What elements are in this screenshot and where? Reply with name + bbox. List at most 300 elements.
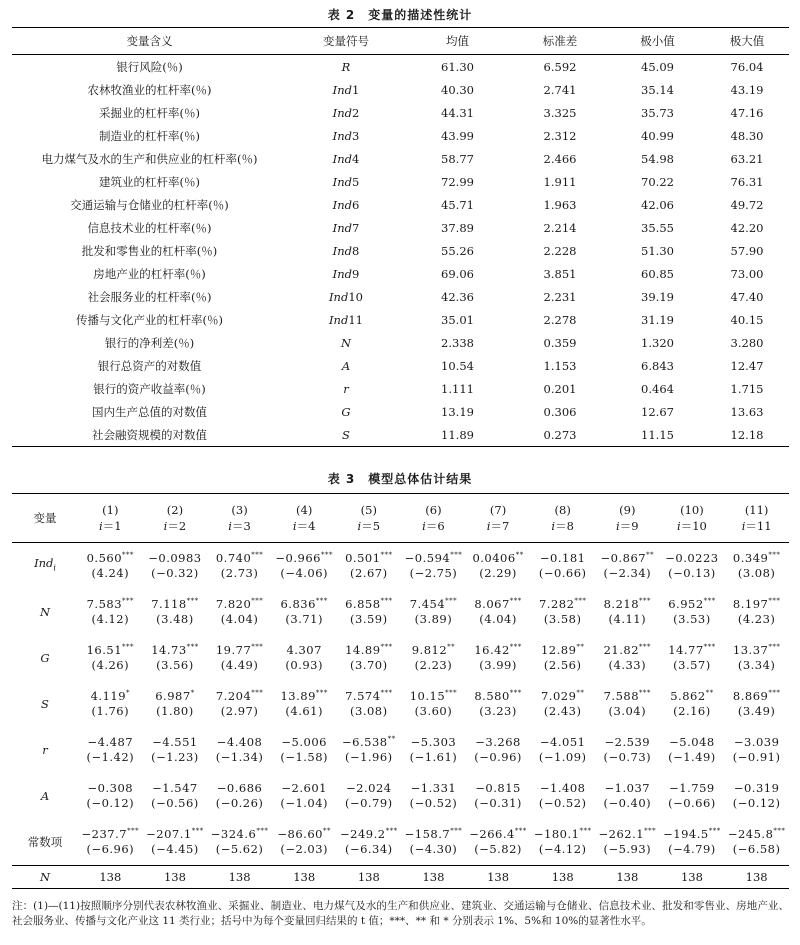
t-value: (4.12) — [91, 612, 130, 626]
significance-stars: *** — [514, 827, 527, 835]
table2-row — [12, 400, 789, 423]
min-cell: 54.98 — [641, 151, 674, 166]
max-cell: 43.19 — [730, 82, 764, 97]
variable-symbol-letters: Ind — [329, 289, 349, 304]
t-value: (−6.34) — [344, 842, 393, 856]
symbol-cell — [287, 78, 405, 101]
table2-row — [12, 285, 789, 308]
variable-symbol-letters: Ind — [329, 312, 349, 327]
coef-cell — [272, 727, 337, 773]
coef-cell — [724, 773, 789, 819]
model-number: (7) — [489, 503, 507, 517]
coefficient — [143, 643, 208, 658]
table3-row — [12, 589, 789, 635]
min-cell: 11.15 — [610, 423, 705, 447]
t-value: (3.08) — [350, 704, 388, 718]
variable-symbol-letters: Ind — [332, 128, 352, 143]
significance-stars: *** — [703, 597, 716, 605]
variable-symbol-letters: S — [342, 427, 350, 442]
coefficient — [595, 597, 660, 612]
coefficient — [660, 597, 725, 612]
model-equation — [660, 518, 725, 534]
coefficient — [337, 551, 402, 566]
std-cell: 2.228 — [543, 243, 577, 258]
variable-symbol-letters: Ind — [332, 82, 352, 97]
t-value: (−4.06) — [280, 566, 329, 580]
t-value: (−0.66) — [538, 566, 587, 580]
header-model-9 — [595, 494, 660, 543]
coefficient — [337, 597, 402, 612]
t-value: (4.24) — [91, 566, 130, 580]
variable-symbol — [329, 313, 363, 327]
t-value: (−0.40) — [603, 796, 652, 810]
coef-value: −3.268 — [475, 735, 521, 749]
std-cell: 2.741 — [543, 82, 577, 97]
symbol-cell — [287, 400, 405, 423]
coefficient — [530, 781, 595, 796]
coef-value: 6.952 — [668, 597, 704, 611]
eq-var: i — [163, 519, 168, 533]
variable-symbol-letters: N — [340, 335, 352, 350]
coefficient — [466, 689, 531, 704]
coefficient — [143, 551, 208, 566]
meaning-cell: 银行风险(％) — [116, 59, 183, 74]
coef-cell — [466, 589, 531, 635]
meaning-cell: 批发和零售业的杠杆率(％) — [81, 243, 218, 258]
t-value: (−2.34) — [603, 566, 652, 580]
model-equation — [724, 518, 789, 534]
meaning-cell: 建筑业的杠杆率(％) — [99, 174, 200, 189]
significance-stars: ** — [515, 551, 524, 559]
t-value: (−1.61) — [409, 750, 458, 764]
mean-cell: 37.89 — [441, 220, 474, 235]
mean-cell: 45.71 — [441, 197, 474, 212]
coefficient — [207, 827, 272, 842]
t-value: (4.49) — [220, 658, 259, 672]
t-value: (2.23) — [414, 658, 453, 672]
coefficient — [207, 551, 272, 566]
significance-stars: *** — [320, 551, 333, 559]
eq-var: i — [486, 519, 491, 533]
n-value-cell: 138 — [595, 866, 660, 889]
header-model-3 — [207, 494, 272, 543]
coefficient — [78, 827, 143, 842]
t-value: (4.61) — [285, 704, 323, 718]
coef-value: 8.197 — [732, 597, 769, 611]
meaning-cell: 电力煤气及水的生产和供应业的杠杆率(％) — [41, 151, 258, 166]
table-note: 注：(1)—(11)按照顺序分别代表农林牧渔业、采掘业、制造业、电力煤气及水的生产和供应业、建筑业、交通运输与仓储业、信息技术业、批发和零售业、房地产业、社会服务业、传播与文化产业这 11 类行业；括号中为每个变量回归结果的 t 值；***、** 和 * 分别表示 1%、5%和 10%的显著性水平。 — [12, 900, 789, 927]
coef-cell — [530, 543, 595, 590]
coefficient — [272, 689, 337, 704]
t-value: (−0.32) — [151, 566, 199, 580]
table2-row — [12, 377, 789, 400]
variable-symbol-index: 11 — [348, 312, 363, 327]
significance-stars: *** — [191, 827, 204, 835]
table2-row — [12, 147, 789, 170]
t-value: (3.08) — [737, 566, 776, 580]
coef-value: 13.37 — [732, 643, 769, 657]
header-model-1 — [78, 494, 143, 543]
coefficient — [401, 597, 466, 612]
coef-value: −0.815 — [475, 781, 521, 795]
mean-cell: 69.06 — [441, 266, 474, 281]
coef-cell — [660, 543, 725, 590]
coef-cell — [595, 589, 660, 635]
header-model-8 — [530, 494, 595, 543]
coef-cell — [143, 819, 208, 866]
t-value: (−0.12) — [86, 796, 135, 810]
coef-value: −1.408 — [539, 781, 586, 795]
eq-val: ＝7 — [490, 519, 510, 533]
t-value: (0.93) — [285, 658, 323, 672]
coef-value: 16.51 — [86, 643, 123, 657]
symbol-cell — [287, 124, 405, 147]
header-model-6 — [401, 494, 466, 543]
table2-row — [12, 78, 789, 101]
coefficient — [595, 643, 660, 658]
t-value: (3.60) — [414, 704, 453, 718]
t-value: (−6.96) — [86, 842, 135, 856]
significance-stars: ** — [705, 689, 714, 697]
coefficient — [78, 781, 143, 796]
coef-value: 7.574 — [345, 689, 381, 703]
model-number: (5) — [360, 503, 377, 517]
var-ind-sub: i — [53, 563, 56, 573]
std-cell: 2.466 — [543, 151, 577, 166]
t-value: (1.80) — [156, 704, 194, 718]
header-variable: 变量 — [12, 494, 78, 543]
t-value: (3.57) — [673, 658, 711, 672]
min-cell: 42.06 — [641, 197, 674, 212]
variable-symbol-index: 7 — [351, 220, 360, 235]
coef-cell — [660, 681, 725, 727]
model-number: (11) — [744, 503, 769, 517]
coef-value: 5.862 — [670, 689, 706, 703]
coef-cell — [207, 819, 272, 866]
std-cell: 1.911 — [543, 174, 577, 189]
header-model-2 — [143, 494, 208, 543]
coef-cell — [207, 635, 272, 681]
variable-symbol-letters: A — [341, 358, 351, 373]
coefficient — [595, 551, 660, 566]
coef-value: −237.7 — [81, 827, 128, 841]
coef-cell — [401, 635, 466, 681]
t-value: (−0.26) — [215, 796, 264, 810]
header-min: 极小值 — [610, 28, 705, 55]
variable-label-cell — [12, 773, 78, 819]
significance-stars: *** — [315, 597, 328, 605]
coefficient — [466, 735, 531, 750]
table2-row — [12, 354, 789, 377]
t-value: (2.67) — [350, 566, 388, 580]
coefficient — [724, 781, 789, 796]
table3-row — [12, 681, 789, 727]
coef-value: 14.73 — [151, 643, 187, 657]
header-max: 极大值 — [705, 28, 789, 55]
std-cell: 0.306 — [543, 404, 577, 419]
significance-stars: *** — [186, 643, 199, 651]
coefficient — [337, 735, 402, 750]
coef-value: −4.408 — [216, 735, 263, 749]
coef-value: 0.740 — [215, 551, 252, 565]
model-equation — [595, 518, 660, 534]
coef-cell — [724, 681, 789, 727]
coef-cell — [595, 681, 660, 727]
coef-value: −3.039 — [733, 735, 780, 749]
mean-cell: 72.99 — [441, 174, 474, 189]
mean-cell: 44.31 — [441, 105, 474, 120]
max-cell: 57.90 — [730, 243, 764, 258]
coef-cell — [466, 635, 531, 681]
mean-cell: 43.99 — [441, 128, 474, 143]
variable-symbol-letters: Ind — [332, 174, 352, 189]
model-equation — [401, 518, 466, 534]
meaning-cell: 银行的净利差(％) — [104, 335, 195, 350]
t-value: (3.58) — [543, 612, 582, 626]
variable-symbol-letters: Ind — [332, 105, 352, 120]
coef-value: −194.5 — [663, 827, 709, 841]
variable-symbol — [333, 83, 360, 97]
coef-value: 16.42 — [474, 643, 510, 657]
max-cell: 40.15 — [730, 312, 764, 327]
t-value: (−0.12) — [732, 796, 781, 810]
std-cell: 2.312 — [543, 128, 577, 143]
coef-value: 6.858 — [345, 597, 381, 611]
coef-value: −324.6 — [210, 827, 257, 841]
variable-symbol-index: 6 — [351, 197, 360, 212]
coefficient — [401, 781, 466, 796]
coef-value: 0.349 — [732, 551, 769, 565]
significance-stars: *** — [768, 551, 781, 559]
t-value: (3.53) — [673, 612, 711, 626]
coef-cell — [272, 543, 337, 590]
variable-symbol-index: 8 — [351, 243, 360, 258]
significance-stars: *** — [251, 643, 264, 651]
coef-cell — [724, 589, 789, 635]
coef-value: 8.067 — [474, 597, 510, 611]
coef-cell — [595, 635, 660, 681]
std-cell: 1.153 — [543, 358, 577, 373]
meaning-cell: 银行的资产收益率(％) — [93, 381, 206, 396]
coef-value: −6.538 — [342, 735, 388, 749]
t-value: (−1.49) — [668, 750, 716, 764]
significance-stars: *** — [768, 597, 781, 605]
min-cell: 45.09 — [641, 59, 674, 74]
variable-symbol — [329, 290, 363, 304]
table2-row — [12, 170, 789, 193]
coefficient — [530, 643, 595, 658]
mean-cell: 35.01 — [441, 312, 474, 327]
coef-value: 0.501 — [345, 551, 381, 565]
significance-stars: ** — [576, 643, 585, 651]
eq-var: i — [551, 519, 556, 533]
coefficient — [724, 551, 789, 566]
n-label-cell — [12, 866, 78, 889]
coefficient — [401, 551, 466, 566]
coefficient — [530, 827, 595, 842]
coef-cell — [466, 681, 531, 727]
header-model-4 — [272, 494, 337, 543]
coef-cell — [143, 589, 208, 635]
meaning-cell: 制造业的杠杆率(％) — [99, 128, 200, 143]
table2-row — [12, 124, 789, 147]
coef-cell — [143, 773, 208, 819]
eq-val: ＝10 — [680, 519, 707, 533]
model-equation — [530, 518, 595, 534]
symbol-cell — [287, 331, 405, 354]
coefficient — [724, 735, 789, 750]
symbol-cell — [287, 55, 405, 79]
t-value: (3.56) — [156, 658, 194, 672]
coef-cell — [272, 635, 337, 681]
std-cell: 0.201 — [543, 381, 577, 396]
eq-val: ＝11 — [745, 519, 772, 533]
coefficient — [660, 735, 725, 750]
coef-cell — [401, 543, 466, 590]
significance-stars: *** — [380, 643, 393, 651]
min-cell: 1.320 — [641, 335, 674, 350]
symbol-cell — [287, 101, 405, 124]
t-value: (3.04) — [608, 704, 647, 718]
coef-value: 6.987 — [155, 689, 191, 703]
table3-row — [12, 635, 789, 681]
table2-row — [12, 423, 789, 447]
coef-value: −0.686 — [216, 781, 263, 795]
variable-symbol-index: 4 — [351, 151, 360, 166]
symbol-cell — [287, 193, 405, 216]
table2-row — [12, 193, 789, 216]
coef-cell — [724, 635, 789, 681]
coef-cell — [401, 589, 466, 635]
n-value-cell: 138 — [466, 866, 531, 889]
variable-symbol — [343, 382, 349, 396]
t-value: (−1.58) — [280, 750, 329, 764]
max-cell: 73.00 — [730, 266, 764, 281]
coef-cell — [466, 773, 531, 819]
meaning-cell: 农林牧渔业的杠杆率(％) — [87, 82, 212, 97]
mean-cell: 2.338 — [441, 335, 474, 350]
variable-symbol-letters: Ind — [332, 151, 352, 166]
coef-cell — [660, 773, 725, 819]
coef-value: −245.8 — [727, 827, 774, 841]
coef-value: 14.77 — [668, 643, 704, 657]
coefficient — [401, 689, 466, 704]
eq-val: ＝6 — [425, 519, 445, 533]
t-value: (−1.23) — [151, 750, 199, 764]
n-value-cell: 138 — [337, 866, 402, 889]
coef-cell — [78, 727, 143, 773]
coef-cell — [724, 819, 789, 866]
t-value: (−0.52) — [538, 796, 587, 810]
eq-val: ＝4 — [296, 519, 316, 533]
t-value: (2.16) — [673, 704, 711, 718]
t-value: (−0.52) — [409, 796, 458, 810]
coef-value: −1.759 — [669, 781, 715, 795]
significance-stars: *** — [644, 827, 657, 835]
coef-cell — [78, 635, 143, 681]
eq-val: ＝9 — [619, 519, 639, 533]
variable-symbol-letters: Ind — [332, 197, 352, 212]
model-number: (3) — [231, 503, 248, 517]
significance-stars: *** — [509, 689, 522, 697]
var-name: r — [42, 742, 48, 757]
coef-value: 0.0406 — [472, 551, 516, 565]
coefficient — [466, 551, 531, 566]
mean-cell: 11.89 — [405, 423, 510, 447]
symbol-cell — [287, 262, 405, 285]
significance-stars: *** — [186, 597, 199, 605]
t-value: (−0.91) — [732, 750, 781, 764]
coef-cell — [272, 819, 337, 866]
coef-value: 0.560 — [86, 551, 123, 565]
coefficient — [660, 827, 725, 842]
coef-value: −0.966 — [275, 551, 321, 565]
coefficient — [207, 597, 272, 612]
significance-stars: *** — [639, 597, 652, 605]
coef-value: −0.0983 — [148, 551, 202, 565]
significance-stars: *** — [445, 689, 458, 697]
t-value: (−5.62) — [215, 842, 264, 856]
coef-cell — [660, 819, 725, 866]
table3-title: 表 3 模型总体估计结果 — [327, 472, 473, 486]
variable-symbol-index: 1 — [351, 82, 360, 97]
mean-cell: 40.30 — [441, 82, 474, 97]
variable-symbol — [333, 267, 360, 281]
table2-row — [12, 101, 789, 124]
n-value-cell: 138 — [724, 866, 789, 889]
coefficient — [466, 781, 531, 796]
std-cell: 0.359 — [543, 335, 577, 350]
meaning-cell: 社会融资规模的对数值 — [12, 423, 287, 447]
table2-row — [12, 262, 789, 285]
coef-cell — [401, 727, 466, 773]
coefficient — [724, 643, 789, 658]
eq-var: i — [616, 519, 620, 533]
coef-value: −5.006 — [281, 735, 327, 749]
table2-row — [12, 331, 789, 354]
t-value: (2.29) — [479, 566, 517, 580]
n-value-cell: 138 — [143, 866, 208, 889]
coef-cell — [78, 681, 143, 727]
coef-value: −1.037 — [604, 781, 651, 795]
symbol-cell — [287, 377, 405, 400]
max-cell: 42.20 — [730, 220, 764, 235]
n-value-cell: 138 — [401, 866, 466, 889]
significance-stars: *** — [380, 597, 393, 605]
coef-value: −0.319 — [733, 781, 780, 795]
coef-cell — [78, 773, 143, 819]
header-meaning: 变量含义 — [12, 28, 287, 55]
variable-symbol — [333, 129, 360, 143]
coefficient — [78, 735, 143, 750]
n-value-cell: 138 — [272, 866, 337, 889]
coef-value: 7.454 — [409, 597, 446, 611]
significance-stars: *** — [509, 643, 522, 651]
coefficient — [660, 781, 725, 796]
variable-symbol — [333, 152, 360, 166]
coef-value: −0.867 — [600, 551, 647, 565]
header-symbol: 变量符号 — [287, 28, 405, 55]
coefficient — [466, 827, 531, 842]
t-value: (−5.93) — [603, 842, 652, 856]
coef-value: −266.4 — [469, 827, 515, 841]
symbol-cell — [287, 147, 405, 170]
coefficient — [595, 735, 660, 750]
min-cell: 51.30 — [641, 243, 674, 258]
coef-value: −1.547 — [152, 781, 198, 795]
meaning-cell: 交通运输与仓储业的杠杆率(％) — [70, 197, 229, 212]
eq-var: i — [357, 519, 362, 533]
